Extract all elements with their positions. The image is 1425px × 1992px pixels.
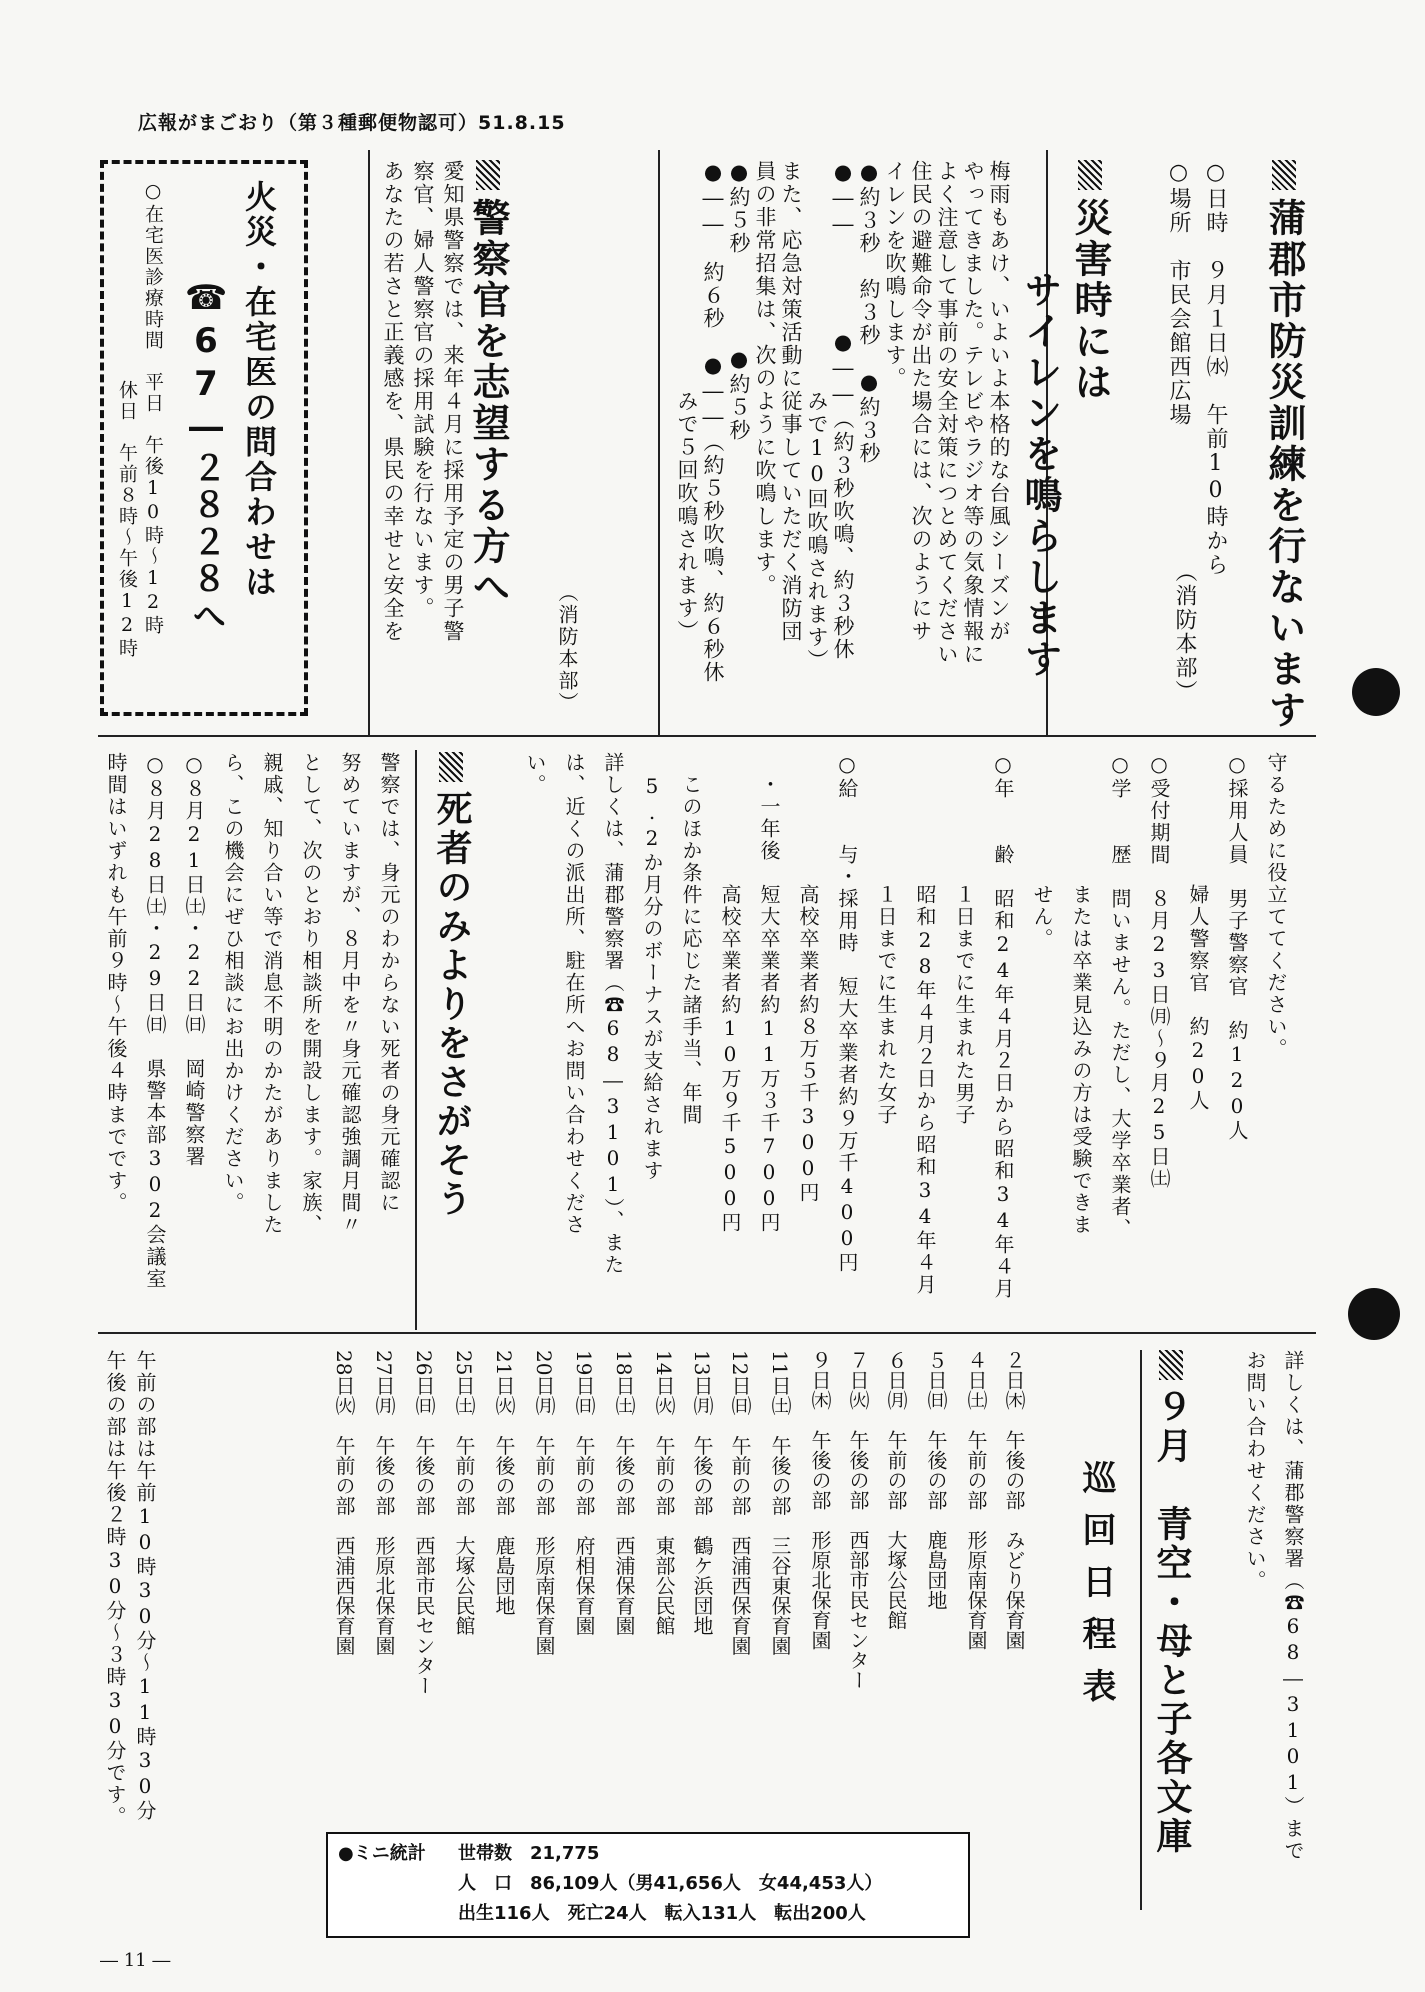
mini-stats-movement: 出生116人 死亡24人 転入131人 転出200人 — [458, 1903, 866, 1924]
schedule-table — [160, 1350, 1040, 1820]
schedule-row — [610, 1350, 638, 1635]
schedule-notes — [100, 1350, 160, 1828]
schedule-note: 午前の部は午前10時30分～11時30分 — [133, 1350, 157, 1822]
fire-phone: ☎67―２８２８へ — [186, 278, 226, 635]
schedule-row — [570, 1350, 598, 1635]
police-body — [378, 160, 468, 730]
schedule-date: 18日㈯ — [612, 1350, 636, 1416]
schedule-session: 午後の部 — [690, 1435, 714, 1516]
fire-hours-holiday: 休日 午前８時～午後12時 — [116, 380, 138, 659]
recruit-line: このほか条件に応じた諸手当、年間 — [679, 752, 703, 1126]
recruit-line: ・一年後 短大卒業者約11万３千700円 — [757, 752, 781, 1234]
schedule-row — [490, 1350, 518, 1615]
siren-title-1 — [1068, 160, 1112, 403]
police-title — [466, 160, 510, 608]
recruit-details — [515, 752, 1295, 1322]
schedule-row — [726, 1350, 754, 1655]
divider-vertical-4 — [415, 750, 417, 1330]
missing-line: ○８月28日㈯・29日㈰ 県警本部302会議室 — [143, 752, 167, 1290]
missing-body — [96, 752, 408, 1322]
schedule-place: 大塚公民館 — [452, 1535, 476, 1636]
siren-title-2: サイレンを鳴らします — [1018, 270, 1062, 680]
bousai-place: ○場所 市民会館西広場 — [1166, 160, 1191, 427]
recruit-line: 高校卒業者約８万５千300円 — [796, 752, 820, 1204]
schedule-place: 形原北保育園 — [372, 1535, 396, 1656]
siren-line: ●―― ●――（約３秒吹鳴、約３秒休 — [831, 160, 855, 661]
schedule-row — [370, 1350, 398, 1655]
schedule-row — [450, 1350, 478, 1635]
schedule-session: 午後の部 — [808, 1430, 832, 1510]
divider-vertical-2 — [658, 150, 660, 735]
schedule-place: 形原南保育園 — [964, 1530, 988, 1650]
divider-vertical-3 — [368, 150, 370, 735]
recruit-line: 守るために役立ててください。 — [1264, 752, 1288, 1060]
bunko-contact — [1236, 1350, 1312, 1862]
schedule-session: 午前の部 — [452, 1435, 476, 1516]
schedule-date: ２日㈭ — [1002, 1350, 1026, 1410]
schedule-place: 西部市民センター — [412, 1535, 436, 1696]
schedule-place: 鹿島団地 — [924, 1530, 948, 1610]
schedule-row — [1000, 1350, 1028, 1650]
schedule-session: 午後の部 — [768, 1435, 792, 1516]
schedule-date: ５日㈰ — [924, 1350, 948, 1410]
schedule-row — [806, 1350, 834, 1650]
schedule-row — [530, 1350, 558, 1655]
schedule-row — [766, 1350, 794, 1655]
siren-line: また、応急対策活動に従事していただく消防団 — [779, 160, 803, 643]
schedule-session: 午前の部 — [532, 1435, 556, 1516]
section-mark-icon — [1159, 1350, 1183, 1380]
recruit-line: 5.2か月分のボーナスが支給されます — [640, 752, 664, 1182]
siren-line: よく注意して事前の安全対策につとめてください — [935, 160, 959, 666]
missing-title-text: 死者のみよりをさがそう — [431, 790, 472, 1219]
schedule-note: 午後の部は午後２時30分～３時30分です。 — [103, 1350, 127, 1828]
recruit-line: １日までに生まれた女子 — [874, 752, 898, 1126]
schedule-date: 12日㈰ — [728, 1350, 752, 1416]
schedule-session: 午後の部 — [924, 1430, 948, 1510]
recruit-line: 昭和28年４月２日から昭和34年４月 — [913, 752, 937, 1296]
binding-hole-bottom — [1348, 1288, 1400, 1340]
bunko-contact-line: 詳しくは、蒲郡警察署（☎68―3101）まで — [1281, 1350, 1305, 1862]
schedule-date: ９日㈭ — [808, 1350, 832, 1410]
schedule-place: 西浦保育園 — [612, 1535, 636, 1636]
missing-line: として、次のとおり相談所を開設します。家族、 — [299, 752, 323, 1236]
schedule-row — [688, 1350, 716, 1635]
mini-stats-label: ●ミニ統計 — [338, 1843, 426, 1864]
divider-middle — [98, 1332, 1316, 1334]
schedule-place: みどり保育園 — [1002, 1530, 1026, 1650]
bousai-title-text: 蒲郡市防災訓練を行ないます — [1262, 198, 1306, 731]
missing-line: 警察では、身元のわからない死者の身元確認に — [377, 752, 401, 1214]
page-header: 広報がまごおり（第３種郵便物認可）51.8.15 — [138, 112, 566, 134]
fire-hours-weekday: ○在宅医診療時間 平日 午後10時～12時 — [142, 180, 164, 636]
schedule-date: 25日㈯ — [452, 1350, 476, 1416]
siren-line: やってきました。テレビやラジオ等の気象情報に — [961, 160, 985, 666]
schedule-place: 三谷東保育園 — [768, 1535, 792, 1656]
section-mark-icon — [1272, 160, 1296, 190]
schedule-session: 午後の部 — [1002, 1430, 1026, 1510]
schedule-session: 午前の部 — [332, 1435, 356, 1516]
schedule-place: 形原北保育園 — [808, 1530, 832, 1650]
recruit-line: 詳しくは、蒲郡警察署（☎68―3101）、また — [601, 752, 625, 1276]
schedule-place: 鹿島団地 — [492, 1535, 516, 1616]
recruit-line: または卒業見込みの方は受験できま — [1069, 752, 1093, 1236]
siren-line: ●―― 約６秒 ●――（約５秒吹鳴、約６秒休 — [701, 160, 725, 684]
schedule-date: 19日㈰ — [572, 1350, 596, 1416]
schedule-place: 西浦西保育園 — [728, 1535, 752, 1656]
bousai-credit: （消防本部） — [1172, 560, 1197, 704]
schedule-row — [650, 1350, 678, 1635]
police-line: 愛知県警察では、来年４月に採用予定の男子警 — [441, 160, 465, 643]
schedule-place: 鶴ケ浜団地 — [690, 1535, 714, 1636]
recruit-line: ○受付期間 ８月23日㈪～９月25日㈯ — [1147, 752, 1171, 1190]
bunko-title — [1150, 1350, 1192, 1856]
schedule-date: ６日㈪ — [884, 1350, 908, 1410]
missing-line: 時間はいずれも午前９時～午後４時までです。 — [104, 752, 128, 1214]
siren-line: イレンを吹鳴します。 — [883, 160, 907, 390]
schedule-row — [844, 1350, 872, 1690]
siren-line: ●約５秒 ●約５秒 — [727, 160, 751, 442]
recruit-line: 高校卒業者約10万９千500円 — [718, 752, 742, 1234]
schedule-session: 午後の部 — [372, 1435, 396, 1516]
recruit-line: １日までに生まれた男子 — [952, 752, 976, 1126]
schedule-session: 午後の部 — [412, 1435, 436, 1516]
missing-line: ら、この機会にぜひ相談にお出かけください。 — [221, 752, 245, 1214]
recruit-line: は、近くの派出所、駐在所へお問い合わせくださ — [562, 752, 586, 1236]
schedule-row — [882, 1350, 910, 1630]
bousai-title — [1262, 160, 1306, 731]
siren-line: みで５回吹鳴されます） — [675, 160, 699, 643]
police-line: 察官、婦人警察官の採用試験を行ないます。 — [411, 160, 435, 620]
section-mark-icon — [1078, 160, 1102, 190]
schedule-date: 13日㈪ — [690, 1350, 714, 1416]
schedule-session: 午後の部 — [612, 1435, 636, 1516]
schedule-place: 府相保育園 — [572, 1535, 596, 1636]
recruit-line: ○採用人員 男子警察官 約120人 — [1225, 752, 1249, 1142]
schedule-place: 形原南保育園 — [532, 1535, 556, 1656]
siren-body — [674, 160, 1012, 730]
schedule-session: 午後の部 — [492, 1435, 516, 1516]
binding-hole-top — [1352, 668, 1400, 716]
schedule-place: 東部公民館 — [652, 1535, 676, 1636]
schedule-date: ４日㈯ — [964, 1350, 988, 1410]
schedule-place: 大塚公民館 — [884, 1530, 908, 1630]
mini-stats-population: 人 口 86,109人（男41,656人 女44,453人） — [458, 1873, 883, 1894]
bunko-subtitle: 巡回日程表 — [1076, 1460, 1116, 1720]
schedule-date: 20日㈪ — [532, 1350, 556, 1416]
siren-line: 梅雨もあけ、いよいよ本格的な台風シーズンが — [987, 160, 1011, 643]
schedule-session: 午前の部 — [884, 1430, 908, 1510]
missing-line: ○８月21日㈯・22日㈰ 岡崎警察署 — [182, 752, 206, 1168]
recruit-line: ○年 齢 昭和24年４月２日から昭和34年４月 — [991, 752, 1015, 1300]
missing-line: 努めていますが、８月中を〃身元確認強調月間〃 — [338, 752, 362, 1236]
recruit-line: 婦人警察官 約20人 — [1186, 752, 1210, 1112]
schedule-session: 午前の部 — [728, 1435, 752, 1516]
missing-line: 親戚、知り合い等で消息不明のかたがありました — [260, 752, 284, 1236]
schedule-date: 26日㈰ — [412, 1350, 436, 1416]
schedule-row — [962, 1350, 990, 1650]
siren-line: みで10回吹鳴されます） — [805, 160, 829, 672]
schedule-place: 西浦西保育園 — [332, 1535, 356, 1656]
schedule-session: 午前の部 — [964, 1430, 988, 1510]
section-mark-icon — [439, 752, 463, 782]
schedule-row — [330, 1350, 358, 1655]
page-number: ― 11 ― — [100, 1950, 171, 1971]
recruit-line: ○学 歴 問いません。ただし、大学卒業者、 — [1108, 752, 1132, 1240]
siren-line: ●約３秒 約３秒 ●約３秒 — [857, 160, 881, 465]
recruit-line: ○給 与・採用時 短大卒業者約９万千400円 — [835, 752, 859, 1274]
section-mark-icon — [476, 160, 500, 190]
schedule-session: 午後の部 — [846, 1430, 870, 1510]
mini-stats-households: 世帯数 21,775 — [458, 1843, 600, 1864]
police-line: あなたの若さと正義感を、県民の幸せと安全を — [381, 160, 405, 643]
schedule-date: 27日㈪ — [372, 1350, 396, 1416]
bousai-date: ○日時 ９月１日㈬ 午前10時から — [1203, 160, 1228, 577]
siren-title-1-text: 災害時には — [1068, 198, 1112, 403]
schedule-session: 午前の部 — [652, 1435, 676, 1516]
police-title-text: 警察官を志望する方へ — [466, 198, 510, 608]
recruit-line: い。 — [523, 752, 547, 796]
schedule-date: 14日㈫ — [652, 1350, 676, 1416]
schedule-date: 11日㈯ — [768, 1350, 792, 1416]
siren-line: 員の非常招集は、次のように吹鳴します。 — [753, 160, 777, 597]
schedule-row — [922, 1350, 950, 1610]
siren-line: 住民の避難命令が出た場合には、次のようにサ — [909, 160, 933, 643]
schedule-date: ７日㈫ — [846, 1350, 870, 1410]
schedule-date: 21日㈫ — [492, 1350, 516, 1416]
divider-vertical-5 — [1140, 1350, 1142, 1910]
siren-credit: （消防本部） — [555, 582, 579, 714]
divider-top — [98, 735, 1316, 737]
mini-stats-box — [326, 1832, 970, 1938]
recruit-line: せん。 — [1030, 752, 1054, 950]
schedule-place: 西部市民センター — [846, 1530, 870, 1690]
missing-title — [430, 752, 472, 1219]
bunko-contact-line: お問い合わせください。 — [1243, 1350, 1267, 1592]
bunko-title-text: ９月 青空・母と子各文庫 — [1151, 1388, 1192, 1856]
schedule-date: 28日㈫ — [332, 1350, 356, 1416]
schedule-row — [410, 1350, 438, 1695]
schedule-session: 午前の部 — [572, 1435, 596, 1516]
fire-title: 火災・在宅医の問合わせは — [240, 180, 278, 600]
